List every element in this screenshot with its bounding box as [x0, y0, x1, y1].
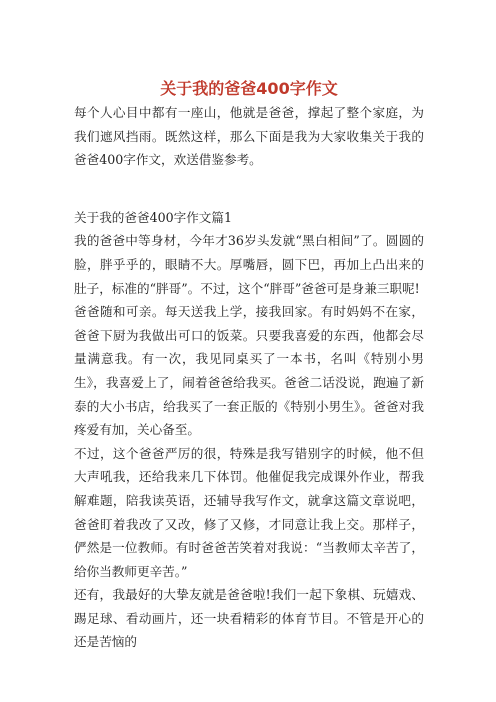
section-heading: 关于我的爸爸400字作文篇1	[74, 209, 232, 225]
body-paragraph: 爸爸随和可亲。每天送我上学，接我回家。有时妈妈不在家，爸爸下厨为我做出可口的饭菜。只要我喜爱的东西，他都会尽量满意我。有一次，我见同桌买了一本书，名叫《特别小男生》，我喜爱上了，闹着爸爸给我买。爸爸二话没说，跑遍了新泰的大小书店，给我买了一套正版的《特别小男生》。爸爸对我疼爱有加，关心备至。	[74, 304, 424, 438]
document-page	[74, 0, 424, 654]
document-title: 关于我的爸爸400字作文	[160, 79, 338, 98]
body-paragraph: 我的爸爸中等身材，今年才36岁头发就“黑白相间”了。圆圆的脸，胖乎乎的，眼睛不大。厚嘴唇，圆下巴，再加上凸出来的肚子，标准的“胖哥”。不过，这个“胖哥”爸爸可是身兼三职呢!	[74, 233, 424, 296]
intro-paragraph: 每个人心目中都有一座山，他就是爸爸，撑起了整个家庭，为我们遮风挡雨。既然这样，那么下面是我为大家收集关于我的爸爸400字作文，欢送借鉴参考。	[74, 105, 424, 168]
body-paragraph: 还有，我最好的大挚友就是爸爸啦!我们一起下象棋、玩嬉戏、踢足球、看动画片，还一块看精彩的体育节目。不管是开心的还是苦恼的	[74, 587, 424, 650]
body-paragraph: 不过，这个爸爸严厉的很，特殊是我写错别字的时候，他不但大声吼我，还给我来几下体罚。他催促我完成课外作业，帮我解难题，陪我读英语，还辅导我写作文，就拿这篇文章说吧，爸爸盯着我改了又改，修了又修，才同意让我上交。那样子，俨然是一位教师。有时爸爸苦笑着对我说：“当教师太辛苦了，给你当教师更辛苦。”	[74, 445, 424, 579]
